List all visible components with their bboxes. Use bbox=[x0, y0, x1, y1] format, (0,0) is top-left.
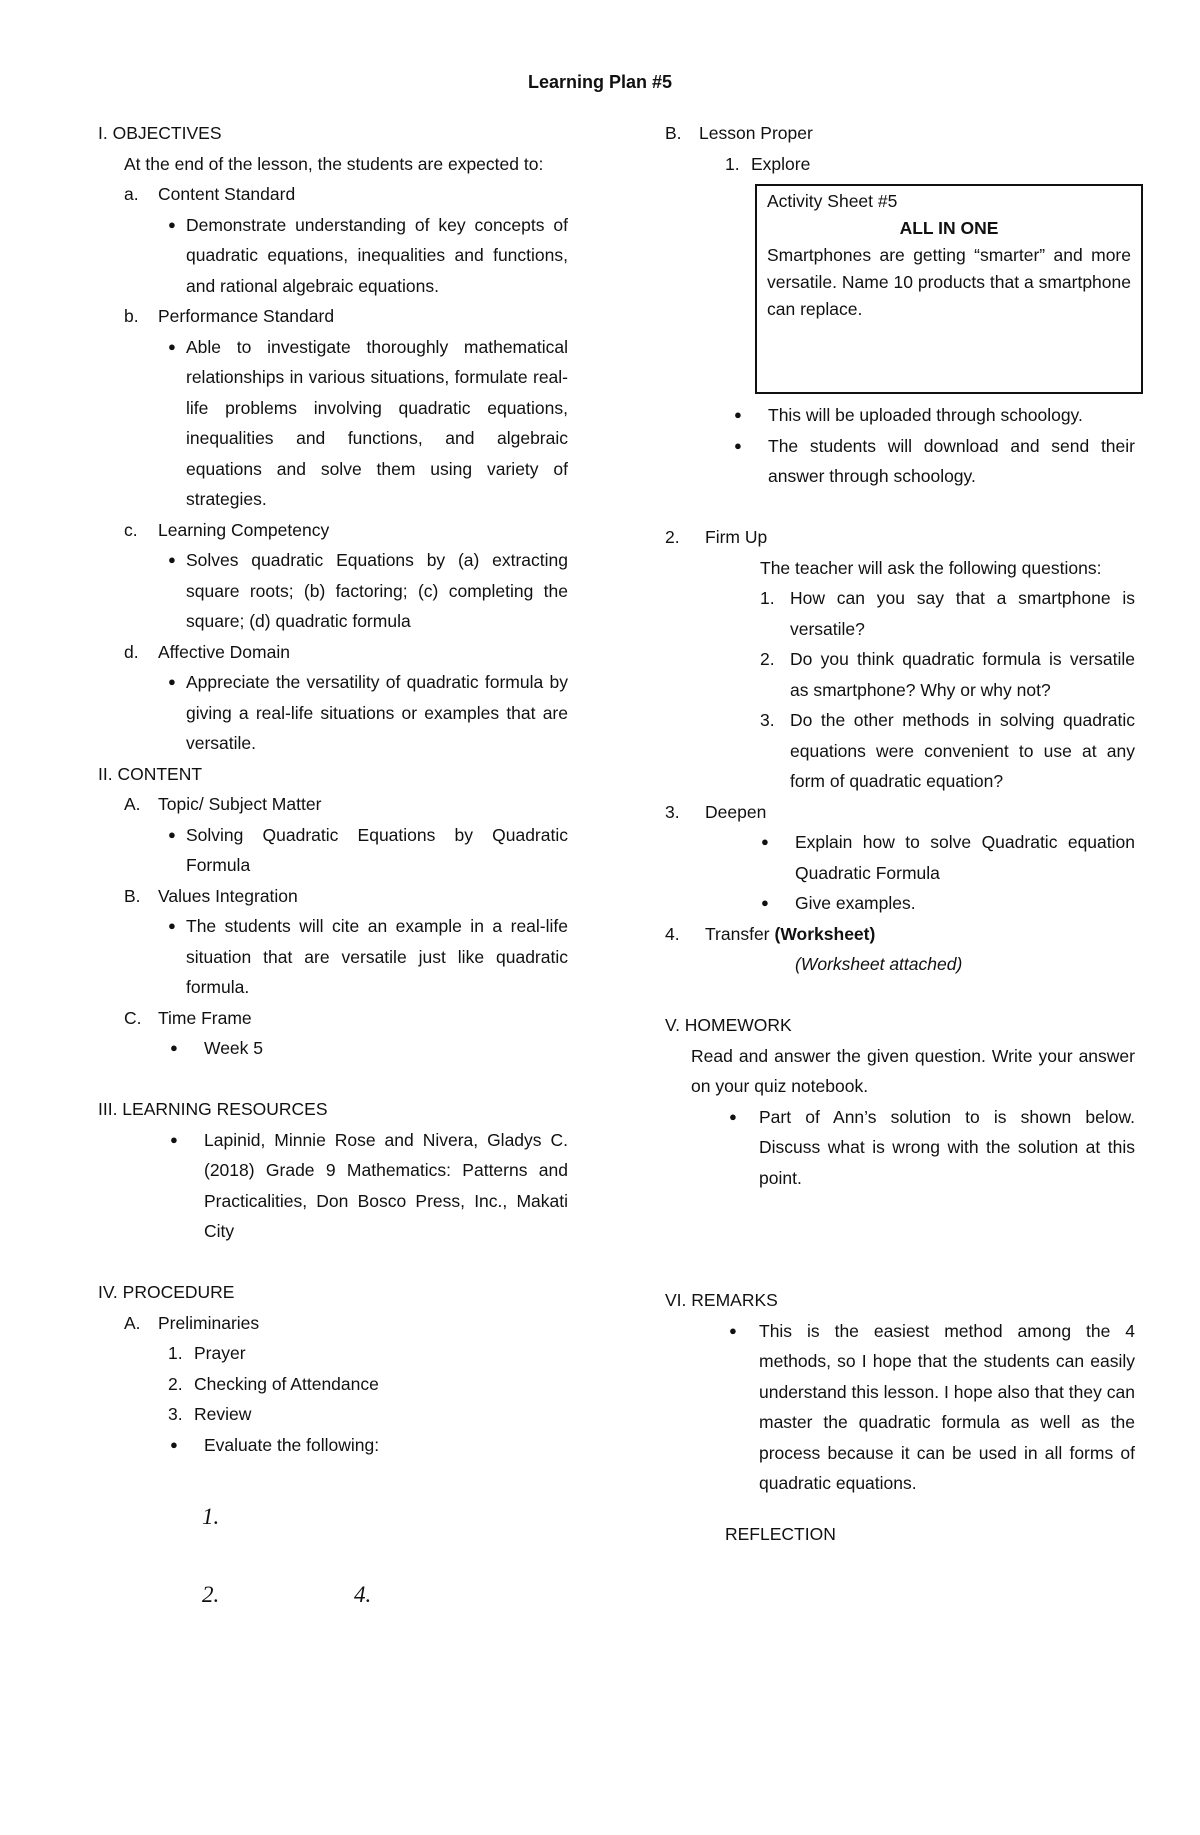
content-standard-item: a. Content Standard bbox=[98, 179, 568, 210]
bullet-icon: ● bbox=[734, 437, 742, 453]
transfer-bold: (Worksheet) bbox=[774, 923, 876, 944]
values-text: ● The students will cite an example in a real-life situation that are versatile just like quadratic formula. bbox=[186, 911, 568, 1003]
resources-heading: III. LEARNING RESOURCES bbox=[98, 1099, 328, 1119]
objectives-heading: I. OBJECTIVES bbox=[98, 123, 222, 143]
performance-standard-text: ● Able to investigate thoroughly mathematical relationships in various situations, formulate real-life problems involving quadratic equations, inequalities and functions, and algebraic equations and solve them using variety of strategies. bbox=[186, 332, 568, 515]
transfer-label: Transfer bbox=[705, 923, 770, 944]
bullet-icon: ● bbox=[761, 834, 769, 849]
time-frame-item: C. Time Frame bbox=[98, 1003, 568, 1034]
learning-competency-text: ● Solves quadratic Equations by (a) extracting square roots; (b) factoring; (c) completing the square; (d) quadratic formula bbox=[186, 545, 568, 637]
firm-up-item: 2. Firm Up bbox=[665, 522, 1135, 553]
preliminaries-item: A. Preliminaries bbox=[98, 1308, 568, 1339]
lesson-proper-label: Lesson Proper bbox=[699, 123, 813, 143]
bullet-icon: ● bbox=[168, 216, 176, 232]
values-label: Values Integration bbox=[158, 885, 298, 906]
lesson-proper-item: B. Lesson Proper bbox=[665, 118, 1135, 149]
content-standard-text: ● Demonstrate understanding of key concepts of quadratic equations, inequalities and functions, and rational algebraic equations. bbox=[186, 210, 568, 302]
time-frame-text: ● Week 5 bbox=[204, 1033, 568, 1064]
activity-sheet-heading: ALL IN ONE bbox=[899, 218, 999, 238]
right-column bbox=[665, 118, 1135, 1549]
bullet-icon: ● bbox=[168, 826, 176, 842]
topic-text: ● Solving Quadratic Equations by Quadratic Formula bbox=[186, 820, 568, 881]
problem-number-1: 1. bbox=[202, 1504, 220, 1529]
bullet-icon: ● bbox=[734, 407, 742, 422]
firm-up-question-1: 1. How can you say that a smartphone is versatile? bbox=[760, 588, 1135, 639]
activity-sheet-title: Activity Sheet #5 bbox=[767, 191, 898, 211]
firm-up-question-2: 2. Do you think quadratic formula is versatile as smartphone? Why or why not? bbox=[760, 649, 1135, 700]
deepen-bullet-1: ● Explain how to solve Quadratic equation Quadratic Formula bbox=[795, 827, 1135, 888]
performance-standard-item: b. Performance Standard bbox=[98, 301, 568, 332]
firm-up-intro: The teacher will ask the following questions: bbox=[760, 557, 1102, 578]
bullet-icon: ● bbox=[170, 1040, 178, 1055]
homework-heading: V. HOMEWORK bbox=[665, 1015, 792, 1035]
affective-domain-item: d. Affective Domain bbox=[98, 637, 568, 668]
explore-bullet-2: ● The students will download and send their answer through schoology. bbox=[768, 431, 1135, 492]
prayer-item: 1. Prayer bbox=[168, 1343, 246, 1363]
homework-bullet: ● Part of Ann’s solution to is shown below. Discuss what is wrong with the solution at this point. bbox=[759, 1102, 1135, 1194]
problem-number-4: 4. bbox=[354, 1582, 372, 1607]
reflection-heading: REFLECTION bbox=[725, 1523, 836, 1544]
learning-competency-label: Learning Competency bbox=[158, 519, 330, 540]
explore-bullet-1: ● This will be uploaded through schoology. bbox=[768, 400, 1135, 431]
bullet-icon: ● bbox=[729, 1322, 737, 1338]
bullet-icon: ● bbox=[170, 1131, 178, 1147]
firm-up-question-3: 3. Do the other methods in solving quadratic equations were convenient to use at any form of quadratic equation? bbox=[760, 710, 1135, 791]
review-problems bbox=[98, 1460, 568, 1640]
activity-sheet-box bbox=[755, 184, 1143, 394]
remarks-heading: VI. REMARKS bbox=[665, 1290, 778, 1310]
bullet-icon: ● bbox=[168, 674, 176, 689]
bullet-icon: ● bbox=[168, 552, 176, 567]
transfer-note: (Worksheet attached) bbox=[795, 954, 963, 974]
affective-domain-label: Affective Domain bbox=[158, 641, 290, 662]
topic-label: Topic/ Subject Matter bbox=[158, 794, 322, 814]
bullet-icon: ● bbox=[168, 338, 176, 354]
firm-up-label: Firm Up bbox=[705, 527, 768, 547]
transfer-item: 4. Transfer (Worksheet) bbox=[665, 919, 1135, 950]
evaluate-item: ● Evaluate the following: bbox=[204, 1430, 568, 1461]
deepen-item: 3. Deepen bbox=[665, 797, 1135, 828]
preliminaries-label: Preliminaries bbox=[158, 1312, 260, 1333]
deepen-label: Deepen bbox=[705, 801, 767, 822]
remarks-bullet: ● This is the easiest method among the 4 methods, so I hope that the students can easily understand this lesson. I hope also that they can master the quadratic formula as well as the process because it can be used in all forms of quadratic equations. bbox=[759, 1316, 1135, 1499]
topic-item: A. Topic/ Subject Matter bbox=[98, 789, 568, 820]
content-heading: II. CONTENT bbox=[98, 763, 203, 784]
bullet-icon: ● bbox=[761, 895, 769, 910]
explore-label: Explore bbox=[751, 153, 811, 174]
review-item: 3. Review bbox=[168, 1404, 252, 1424]
content-standard-label: Content Standard bbox=[158, 184, 296, 204]
explore-item: 1. Explore bbox=[665, 149, 1135, 180]
learning-competency-item: c. Learning Competency bbox=[98, 515, 568, 546]
problem-number-2: 2. bbox=[202, 1582, 220, 1607]
deepen-bullet-2: ● Give examples. bbox=[795, 888, 1135, 919]
objectives-intro: At the end of the lesson, the students are expected to: bbox=[124, 153, 544, 174]
homework-intro: Read and answer the given question. Write your answer on your quiz notebook. bbox=[691, 1045, 1135, 1096]
activity-sheet-text: Smartphones are getting “smarter” and more versatile. Name 10 products that a smartphone can replace. bbox=[767, 245, 1131, 319]
performance-standard-label: Performance Standard bbox=[158, 306, 335, 326]
attendance-item: 2. Checking of Attendance bbox=[168, 1373, 379, 1394]
affective-domain-text: ● Appreciate the versatility of quadratic formula by giving a real-life situations or examples that are versatile. bbox=[186, 667, 568, 759]
time-frame-label: Time Frame bbox=[158, 1007, 252, 1028]
left-column bbox=[98, 118, 568, 1640]
bullet-icon: ● bbox=[170, 1436, 178, 1452]
bullet-icon: ● bbox=[729, 1108, 737, 1124]
resources-item: ● Lapinid, Minnie Rose and Nivera, Gladys C. (2018) Grade 9 Mathematics: Patterns and Practicalities, Don Bosco Press, Inc., Makati City bbox=[204, 1125, 568, 1247]
values-item: B. Values Integration bbox=[98, 881, 568, 912]
procedure-heading: IV. PROCEDURE bbox=[98, 1282, 235, 1302]
bullet-icon: ● bbox=[168, 918, 176, 933]
document-title: Learning Plan #5 bbox=[527, 72, 673, 92]
